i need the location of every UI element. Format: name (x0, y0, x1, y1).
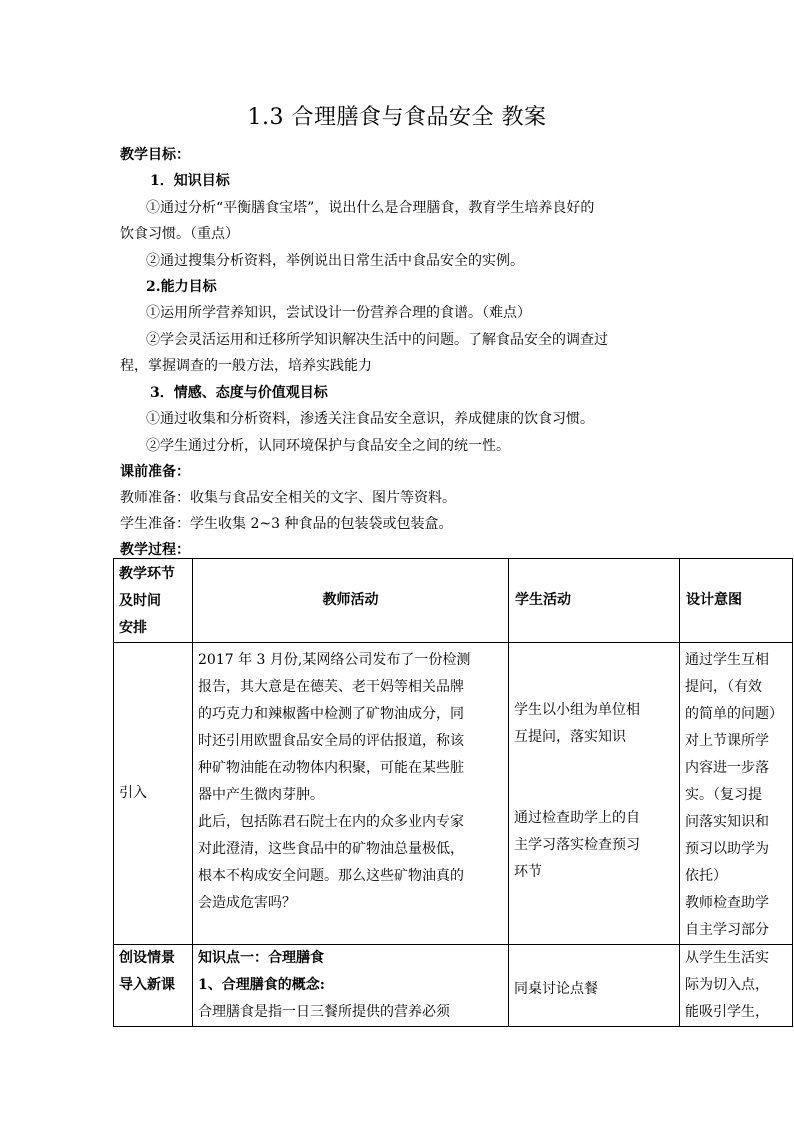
row1-stage: 引入 (114, 643, 193, 945)
table-header-row (114, 559, 793, 643)
row1-student-activity: 学生以小组为单位相 互提问，落实知识 通过检查助学上的自 主学习落实检查预习 环节 (509, 643, 680, 945)
ability-goal-item-2: ②学会灵活运用和迁移所学知识解决生活中的问题。了解食品安全的调查过 (146, 332, 608, 348)
row1-teacher-line: 根本不构成安全问题。那么这些矿物油真的 (198, 868, 464, 884)
prep-heading: 课前准备： (120, 464, 190, 480)
row1-teacher-line: 会造成危害吗？ (198, 895, 296, 911)
emotion-goal-item-1: ①通过收集和分析资料，渗透关注食品安全意识，养成健康的饮食习惯。 (146, 411, 594, 427)
table-row (114, 945, 793, 1027)
row1-teacher-line: 器中产生微肉芽肿。 (198, 787, 324, 803)
row1-teacher-activity (193, 643, 509, 945)
process-table (113, 558, 793, 1027)
knowledge-goal-item-1: ①通过分析“平衡膳食宝塔”，说出什么是合理膳食，教育学生培养良好的 (146, 200, 595, 216)
row1-teacher-line: 2017 年 3 月份,某网络公司发布了一份检测 (198, 652, 471, 668)
prep-student: 学生准备：学生收集 2~3 种食品的包装袋或包装盒。 (120, 516, 453, 532)
row1-teacher-line: 种矿物油能在动物体内积聚，可能在某些脏 (198, 760, 464, 776)
row1-design-intent: 通过学生互相 提问，（有效 的简单的问题） 对上节课所学 内容进一步落 实。（复习提 问落实知识和 预习以助学为 依托） 教师检查助学 自主学习部分 (680, 643, 793, 945)
emotion-goal-item-2: ②学生通过分析，认同环境保护与食品安全之间的统一性。 (146, 438, 510, 454)
process-heading: 教学过程： (120, 542, 190, 558)
page-title: 1.3 合理膳食与食品安全 教案 (247, 105, 547, 130)
ability-goal-item-1: ①运用所学营养知识，尝试设计一份营养合理的食谱。（难点） (146, 305, 531, 321)
header-teacher-activity: 教师活动 (193, 559, 509, 643)
prep-teacher: 教师准备：收集与食品安全相关的文字、图片等资料。 (120, 490, 456, 506)
emotion-goal-heading: 3．情感、态度与价值观目标 (150, 385, 328, 401)
knowledge-goal-item-1-cont: 饮食习惯。（重点） (120, 226, 239, 242)
row2-stage: 创设情景 导入新课 (114, 945, 193, 1027)
goals-heading: 教学目标： (120, 147, 190, 163)
row1-teacher-line: 时还引用欧盟食品安全局的评估报道，称该 (198, 733, 464, 749)
row1-teacher-line: 的巧克力和辣椒酱中检测了矿物油成分，同 (198, 706, 464, 722)
row1-teacher-line: 报告，其大意是在德芙、老干妈等相关品牌 (198, 679, 464, 695)
ability-goal-item-2-cont: 程，掌握调查的一般方法，培养实践能力 (120, 358, 372, 374)
header-design-intent: 设计意图 (680, 559, 793, 643)
header-stage: 教学环节 及时间 安排 (114, 559, 193, 643)
header-student-activity: 学生活动 (509, 559, 680, 643)
row1-teacher-line: 对此澄清，这些食品中的矿物油总量极低， (198, 841, 464, 857)
knowledge-goal-item-2: ②通过搜集分析资料，举例说出日常生活中食品安全的实例。 (146, 253, 524, 269)
table-row (114, 643, 793, 945)
row1-teacher-line: 此后，包括陈君石院士在内的众多业内专家 (198, 814, 464, 830)
row2-teacher-activity: 知识点一：合理膳食 1、合理膳食的概念: 合理膳食是指一日三餐所提供的营养必须 (193, 945, 509, 1027)
knowledge-goal-heading: 1．知识目标 (150, 173, 230, 189)
ability-goal-heading: 2.能力目标 (146, 279, 217, 295)
row2-student-activity: 同桌讨论点餐 (509, 945, 680, 1027)
row2-design-intent: 从学生生活实 际为切入点， 能吸引学生， (680, 945, 793, 1027)
